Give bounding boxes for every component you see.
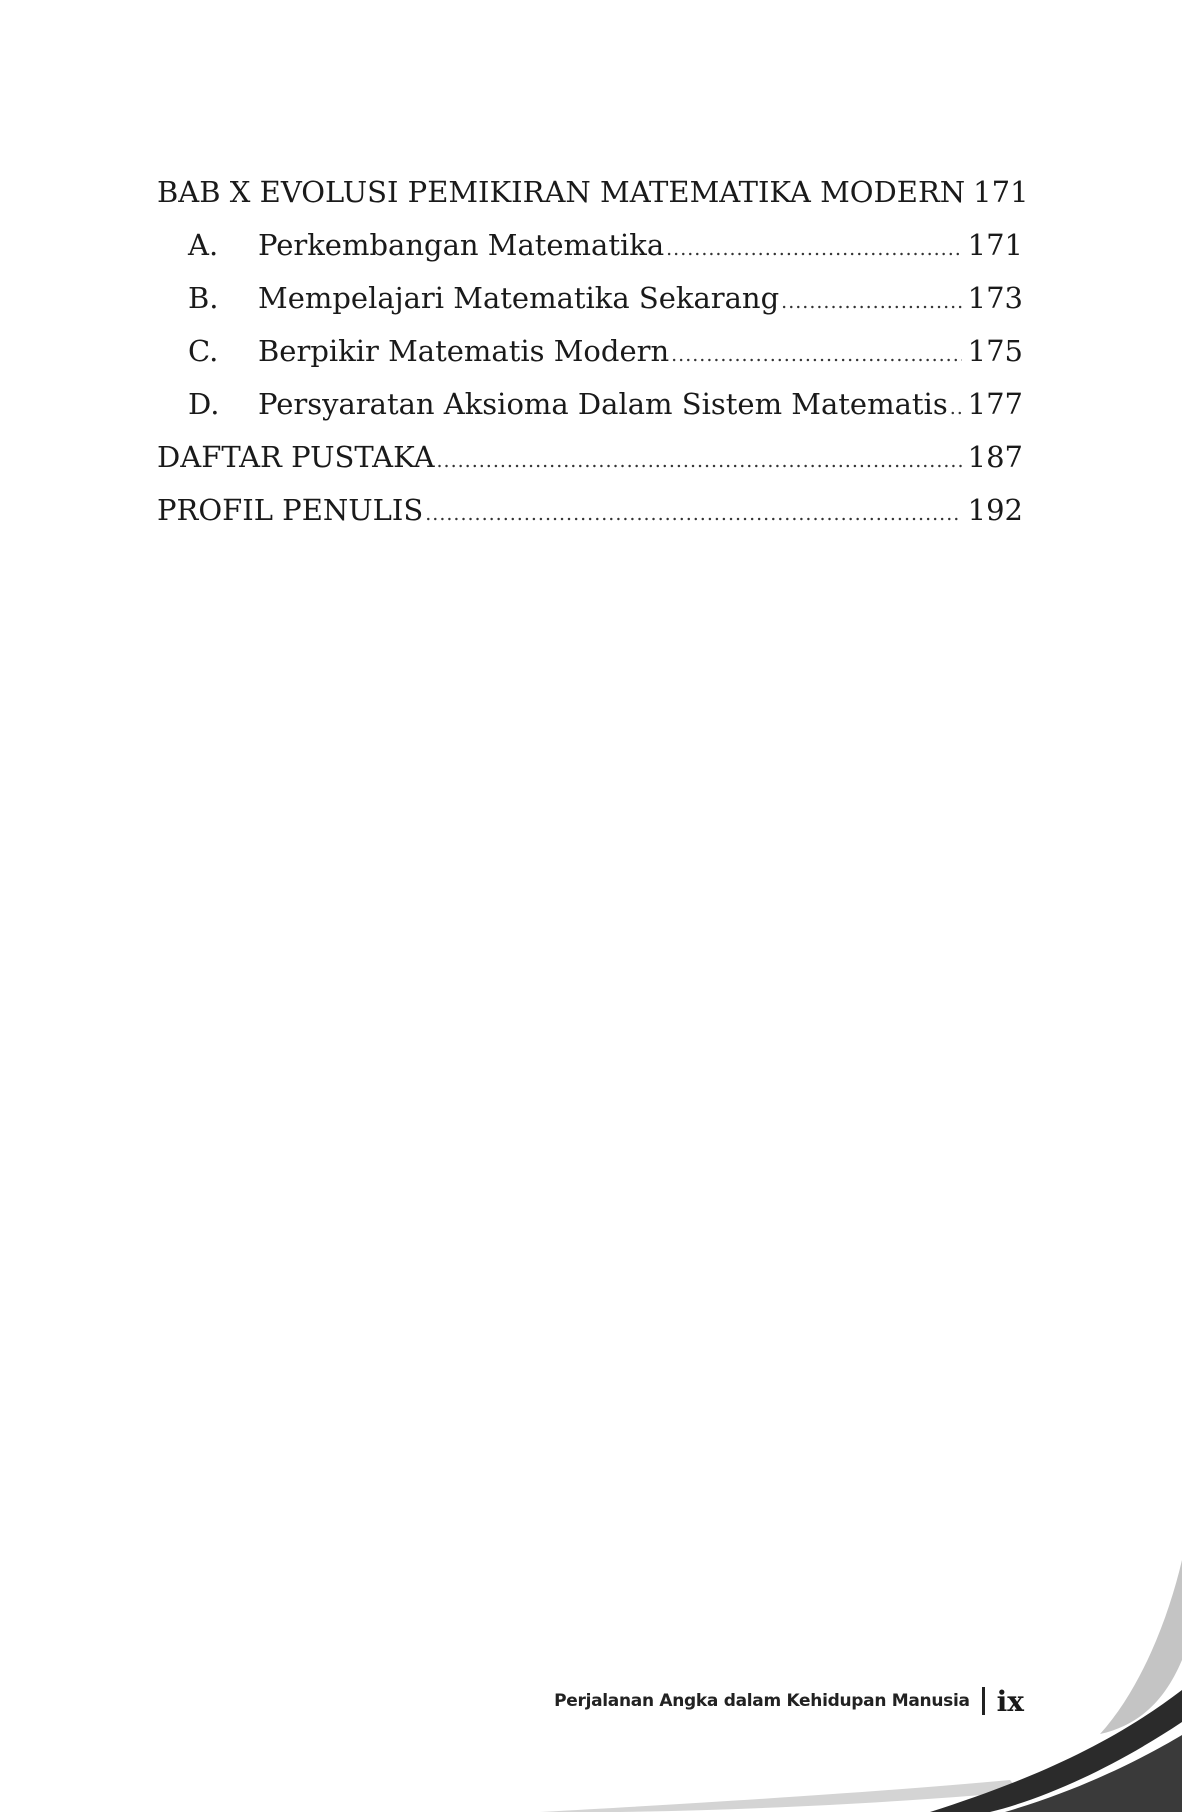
toc-entry-page: 192: [967, 493, 1023, 527]
footer-page-number: ix: [996, 1684, 1024, 1718]
toc-entry-letter: B.: [188, 281, 219, 315]
toc-entry-letter: C.: [188, 334, 219, 368]
toc-entry-title: DAFTAR PUSTAKA: [157, 440, 435, 474]
toc-entry-page: 171: [967, 228, 1023, 262]
toc-entry-page: 173: [967, 281, 1023, 315]
toc-entry-letter: A.: [188, 228, 219, 262]
footer-divider: [982, 1687, 985, 1715]
toc-entry-title: Perkembangan Matematika: [258, 228, 665, 262]
toc-entry-page: 175: [967, 334, 1023, 368]
toc-entry-title: PROFIL PENULIS: [157, 493, 424, 527]
page-footer: [554, 1681, 1024, 1721]
toc-entry-page: 187: [967, 440, 1023, 474]
footer-book-title: Perjalanan Angka dalam Kehidupan Manusia: [554, 1691, 970, 1711]
toc-entry-title: Mempelajari Matematika Sekarang: [258, 281, 780, 315]
toc-entry-title: BAB X EVOLUSI PEMIKIRAN MATEMATIKA MODERN: [157, 175, 966, 209]
toc-entry-title: Persyaratan Aksioma Dalam Sistem Matematis: [258, 387, 948, 421]
toc-entry-title: Berpikir Matematis Modern: [258, 334, 670, 368]
toc-entry-page: 171: [973, 175, 1029, 209]
toc-entry-letter: D.: [188, 387, 220, 421]
toc-entry-page: 177: [967, 387, 1023, 421]
